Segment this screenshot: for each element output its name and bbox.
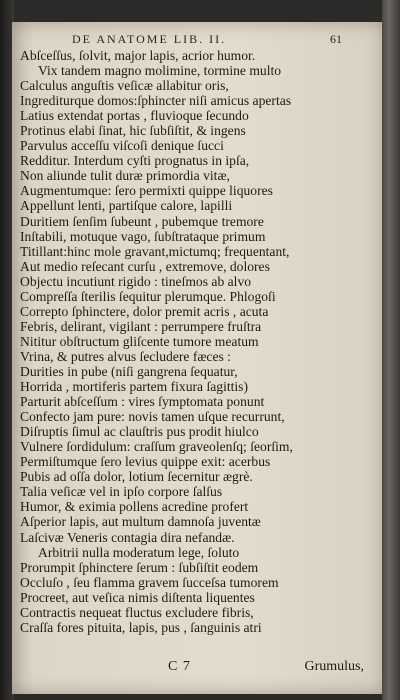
page-edge	[382, 0, 400, 700]
verse-line: Durities in pube (niſi gangrena ſequatur,	[20, 363, 238, 379]
verse-line: Objectu incutiunt rigido : tineſmos ab alvo	[20, 273, 252, 289]
verse-line: Compreſſa ſterilis ſequitur plerumque. Phlogoſi	[20, 288, 276, 304]
verse-line: Arbitrii nulla moderatum lege, ſoluto	[38, 544, 240, 560]
verse-line: Horrida , mortiferis partem fixura ſagittis)	[20, 379, 249, 395]
verse-line: Procreet, aut veſica nimis diſtenta liquentes	[20, 589, 255, 605]
verse-line: Vulnere ſordidulum: craſſum graveolenſq; ſeorſim,	[20, 439, 293, 455]
verse-line: Febris, delirant, vigilant : perrumpere fruſtra	[20, 318, 262, 334]
verse-line: Latius extendat portas , fluvioque ſecundo	[20, 108, 249, 124]
verse-line: Permiſtumque ſero levius quippe exit: acerbus	[20, 454, 271, 470]
catchword: Grumulus,	[304, 659, 364, 674]
verse-line: Vrina, & putres alvus ſecludere fæces :	[20, 348, 231, 364]
verse-line: Pubis ad oſſa dolor, lotium ſecernitur ægrè.	[20, 469, 253, 485]
verse-line: Protinus elabi ſinat, hic ſubſiſtit, & ingens	[20, 123, 246, 139]
verse-line: Laſcivæ Veneris contagia dira nefandæ.	[20, 529, 235, 545]
verse-line: Talia veſicæ vel in ipſo corpore ſalſus	[20, 484, 223, 500]
verse-line: Augmentumque: ſero permixti quippe liquores	[20, 183, 273, 199]
verse-line: Correpto ſphinctere, dolor premit acris , acuta	[20, 303, 269, 319]
verse-line: Abſceſſus, ſolvit, major lapis, acrior humor.	[20, 48, 256, 63]
verse-line: Titillant:hinc mole gravant,mictumq; frequentant,	[20, 243, 290, 259]
verse-line: Occluſo , ſeu flamma gravem ſucceſsa tumorem	[20, 574, 279, 590]
verse-line: Appellunt lenti, partiſque calore, lapilli	[20, 198, 233, 214]
verse-line: Parturit abſceſſum : vires ſymptomata ponunt	[20, 394, 265, 410]
verse-line: Contractis nequeat fluctus excludere fibris,	[20, 604, 254, 620]
verse-line: Humor, & eximia pollens acredine profert	[20, 499, 249, 515]
verse-text	[20, 48, 368, 635]
verse-line: Prorumpit ſphinctere ſerum : ſubſiſtit eodem	[20, 559, 259, 575]
verse-line: Vix tandem magno molimine, tormine multo	[38, 63, 282, 79]
verse-line: Diſruptis ſimul ac clauſtris pus prodit hiulco	[20, 424, 259, 440]
verse-line: Redditur. Interdum cyſti prognatus in ipſa,	[20, 153, 250, 169]
verse-line: Non aliunde tulit duræ primordia vitæ,	[20, 168, 230, 184]
verse-line: Confecto jam pure: novis tamen uſque recurrunt,	[20, 409, 285, 425]
verse-line: Inſtabili, motuque vago, ſubſtrataque primum	[20, 228, 266, 244]
signature-mark: C 7	[168, 659, 191, 674]
verse-line: Nititur obſtructum gliſcente tumore meatum	[20, 333, 259, 349]
page-footer	[20, 659, 368, 677]
verse-line: Aut medio reſecant curſu , extremove, dolores	[20, 258, 270, 274]
verse-line: Aſperior lapis, aut multum damnoſa juventæ	[20, 514, 261, 530]
verse-line: Parvulus acceſſu viſcoſi denique ſucci	[20, 138, 224, 154]
verse-line: Craſſa fores pituita, lapis, pus , ſanguinis atri	[20, 619, 262, 635]
verse-line: Calculus anguſtis veſicæ allabitur oris,	[20, 78, 229, 94]
running-title: DE ANATOME LIB. II.	[72, 32, 227, 46]
folio-number: 61	[330, 32, 342, 46]
verse-line: Duritiem ſenſim ſubeunt , pubemque tremore	[20, 213, 264, 229]
verse-line: Ingrediturque domos:ſphincter niſi amicus apertas	[20, 93, 292, 109]
